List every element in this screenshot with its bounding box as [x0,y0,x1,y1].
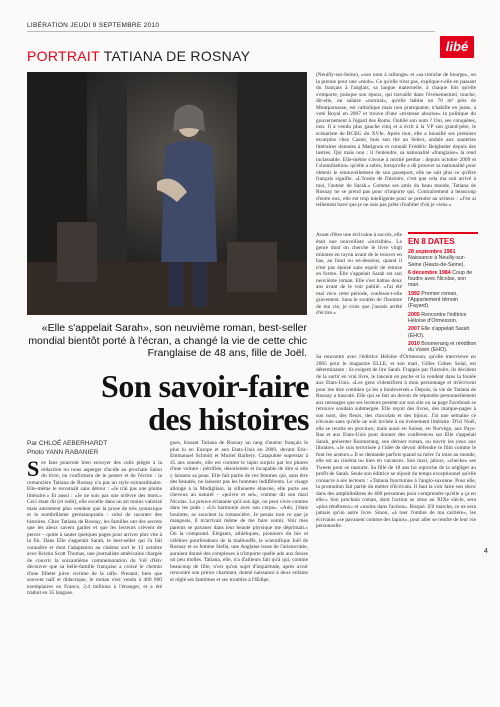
portrait-image [27,72,307,315]
photo-caption: «Elle s'appelait Sarah», son neuvième roman, best-seller mondial bientôt porté à l'écran, a changé la vie de cette chic Franglaise de 48 ans, fille de Joël. [28,322,307,359]
rubric-name: TATIANA DE ROSNAY [103,48,251,64]
article-column-3-continued: Avant d'être une écrivaine à succès, elle était une nouvelliste «invisible». Le genre dont on cherche le livre vingt minutes en rayon avant de le trouver en bas, au fond ou en-dessous, quand il n'est pas épuisé sans espoir de remise en forme. Elle s'appelait Sarah est son neuvième roman. Elle s'est battue deux ans avant de le voir publié. «J'ai été mal vécu cette période, confesse-t-elle gravement. Sans le soutien de l'homme de ma vie, je crois que j'aurais arrêté d'écrire.» [316,232,402,316]
article-column-2: gues, hissant Tatiana de Rosnay au rang d'auteur français le plus lu en Europe et aux Etats-Unis en 2009, devant Eric-Emmanuel Schmitt et Muriel Barbery. Catapultée superstar à 45 ans sonnés, elle est comme le lapin surpris par les phares d'une voiture : pétrifiée, désorientée et incapable de dire si elle y laissera sa peau. Elle fait partie de ces femmes qui, sans être des beautés, ne laissent pas les hommes indifférents. Le visage allongé à la Modigliani, la silhouette élancée, elle porte ses cheveux au naturel – «poivre et sel», comme dit son mari Nicolas. La preuve éclatante qu'à son âge, on peut vivre comme dans les pubs : «Un harmonie avec son corps». «Ado, j'étais boulotte, se souvient la romancière. Je pesais tout ce que je mangeais, il m'arrivait même de me faire vomir. Voir mes parents se pavaner dans leur beauté physique me déprimait.» On la comprend. Elégants, athlétiques, pionniers du bio et célèbres pourfendeurs de la malbouffe, le scientifique Joël de Rosnay et sa femme Stella, une Anglaise issue de l'aristocratie, auraient donné des complexes à n'importe quelle ado aux fesses un peu molles. Tatiana, elle, n'a d'ailleurs fait qu'à qui, comme beaucoup de fille, n'est qu'un sujet d'inquiétude, après avoir rencontré son prince charmant, donné naissance à deux enfants et réglé ses fantômes et ses troubles à l'Œdipe. [170,440,308,583]
column-1-text: es fans pourront bien envoyer des colis piégés à la rédaction ou nous asperger d'acide au prochain Salon du livre, on confirmera de le penser et de l'écrire : la romancière Tatiana de Rosnay n'a pas un style extraordinaire. Elle-même le reconnaît sans détour : «Je n'ai pas une plume littéraire.» Et aussi : «Je ne suis pas une orfèvre des mots.» Ceci étant dit (et redit), elle excelle dans un art moins valorisé mais autrement plus vendeur que la prose de très syntaxique et le nombrilisme germanopratin : celui de raconter des histoires. Chez Tatiana de Rosnay, les familles ont des secrets que les aïeux savent garder et que les lecteurs crèvent de percer – quitte à sauter quelques pages pour arriver plus vite à la fin. Dans Elle s'appelait Sarah, le best-seller qui l'a fait connaître et dont l'adaptation au cinéma sort le 13 octobre avec Kristin Scott Thomas, une journaliste américaine chargée de couvrir la soixantième commémoration du Vél d'Hiv découvre que sa belle-famille française a croisé le chemin d'une fillette juive victime de la rafle. Prenant, bien que souvent naïf et didactique, le roman s'est vendu à 400 000 exemplaires en France, 2,4 millions à l'étranger, et a été traduit en 35 langues. [27,460,162,596]
article-column-3: (Neuilly-sur-Seine), «son nom à rallonge» et «sa tronche de bourge», on la prenne pour une «mob». Ce qu'elle n'est pas, explique-t-elle en passant du français à l'anglais, sa langue maternelle, à chaque fois qu'elle s'emporte, puisque son époux, qui travaille dans l'événementiel, touche, dit-elle, un salaire «normal», qu'elle habite un 70 m² près de Montparnasse, est catholique mais non pratiquante, n'habille en jeans, a voté Royal en 2007 et trouve d'une «tristesse absolue» la politique du gouvernement à l'égard des Roms. Oublié son nom ? Oui, ses conquêtes, non. Il a vendu plus gauche cinq et a écrit à la VP son grand-père, le scénariste de BCBG du XVIe. Après tout, elle a bousillé ses premiers escarpins chez Castel, bois son thé au Select, andale aux sauteries littéraires données à Matignon et connaît Frédéric Beigbeder depuis des lustres. Qui mais non : il l'entendre, sa nationalité «franglaise» la rend inclassable. Elle-même s'avoue à moitié perdue : depuis octobre 2009 et l'«humiliation» qu'elle a subie, lorsqu'elle a dû prouver sa nationalité pour obtenir le renouvellement de son passeport, elle ne sait plus ce qu'être français signifie. «L'Ironie de l'histoire, c'est que cela ma soit arrivé à moi, l'auteur de Sarah.» Comme ses amis du beau monde, Tatiana de Rosnay ne se prend pas pour n'importe qui. Contrairement à beaucoup d'entre eux, elle est trop intelligente pour se prendre au sérieux : «J'en ai tellement bavé que je ne suis pas prête d'oublier d'où je viens.» [316,72,476,208]
date-item: 2010 Boomerang et réédition du Voisin (EHO). [408,340,477,352]
byline-author: Par CHLOÉ AEBERHARDT [27,440,108,447]
date-item: 6 décembre 1984 Coup de foudre avec Nicolas, son mari. [408,269,473,289]
section-rubric [27,48,250,64]
article-column-1 [27,460,162,682]
date-item: 2005 Rencontre l'éditrice Héloïse d'Ormesson. [408,311,467,324]
header-rule [27,31,435,32]
date-item: 1992 Premier roman, l'Appartement témoin (Fayard). [408,290,458,310]
rubric-label: PORTRAIT [27,48,100,64]
issue-date: JEUDI 9 SEPTEMBRE 2010 [70,22,160,29]
newspaper-name: LIBÉRATION [27,22,69,29]
article-column-4: Sa rencontre avec l'éditrice Héloïse d'Ormesson, qu'elle interviewe en 2005 pour le magazine ELLE, et son mari, Gilles Cohen Solal, est déterminante : ils exigent de lire Sarah. Frappés par l'histoire, ils décident de la sortir en vrai livre, le lancent en poche et la vendent dans la foulée aux Etats-Unis. «Les gens s'identifient à mon personnage et m'écrivent pour me dire combien ça les a bouleversés.» Depuis, la vie de Tatiana de Rosnay a basculé. Elle qui se fait un devoir de répondre personnellement aux messages que ses lecteurs postent sur son site ou sa page Facebook se retrouve soudain submergée. Elle reçoit des livres, des marque-pages à son nom, des fleurs, des chocolats et des bijoux. J'ai une semaine ce n'écoute sans qu'elle ne soit invitée à un événement littéraire. D'ici Noël, elle se rendra en province, mais aussi en Suisse, en Norvège, aux Pays-Bas et aux Etats-Unis pour donner des conférences sur Elle s'appelait Sarah, présenter Boomerang, son dernier roman, ou ouvrir les yeux aux libraires. «Je suis terrorisée à l'idée de devoir défendre le film comme le font les acteurs.» Il se demande parfois quand sa mère l'a mise au monde, elle est au cinéma ou bien en vacances. Son mari, jaloux, «checke» ses Tweets pour se rassurer. Sa fille de 18 ans lui reproche de la négliger au profit de Sarah. Seule son éditrice se réjouit du temps exceptionnel qu'elle consacre à ses lecteurs : «Tatiana fonctionne à l'anglo-saxonne. Pour elle, la promotion fait partie du métier d'écrivain. Il faut la voir faire son show dans des amphithéâtres de 400 personnes pour comprendre qu'elle a ça en elle.» Son prochain roman, dont l'action se situe au XIXe siècle, sera «plus ténébreux» et «moins dans l'action». Risqué. S'il marche, ce ne sera jamais qu'un autre livre. Sinon, «à tuer l'ombre de ma carrière», les écrivains «se pavanent comme des lapins», pour aller se rendre de leur vie personnelle. [316,354,476,529]
date-item: 2007 Elle s'appelait Sarah (EHO). [408,326,470,339]
date-item: 28 septembre 1961 Naissance à Neuilly-sur-Seine (Hauts-de-Seine). [408,249,466,268]
libe-logo: libé [440,36,474,58]
newspaper-header [27,22,159,29]
byline-photo: Photo YANN RABANIER [27,448,99,456]
headline-line-2: des histoires [148,401,309,437]
portrait-photo [27,72,307,315]
article-headline [27,370,309,436]
page-number: 4 [484,548,488,555]
dates-title: EN 8 DATES [408,237,455,246]
dates-box [408,232,478,352]
dropcap: S [27,460,40,481]
headline-line-1: Son savoir-faire [101,368,309,404]
dates-list [408,249,478,352]
byline [27,440,177,457]
